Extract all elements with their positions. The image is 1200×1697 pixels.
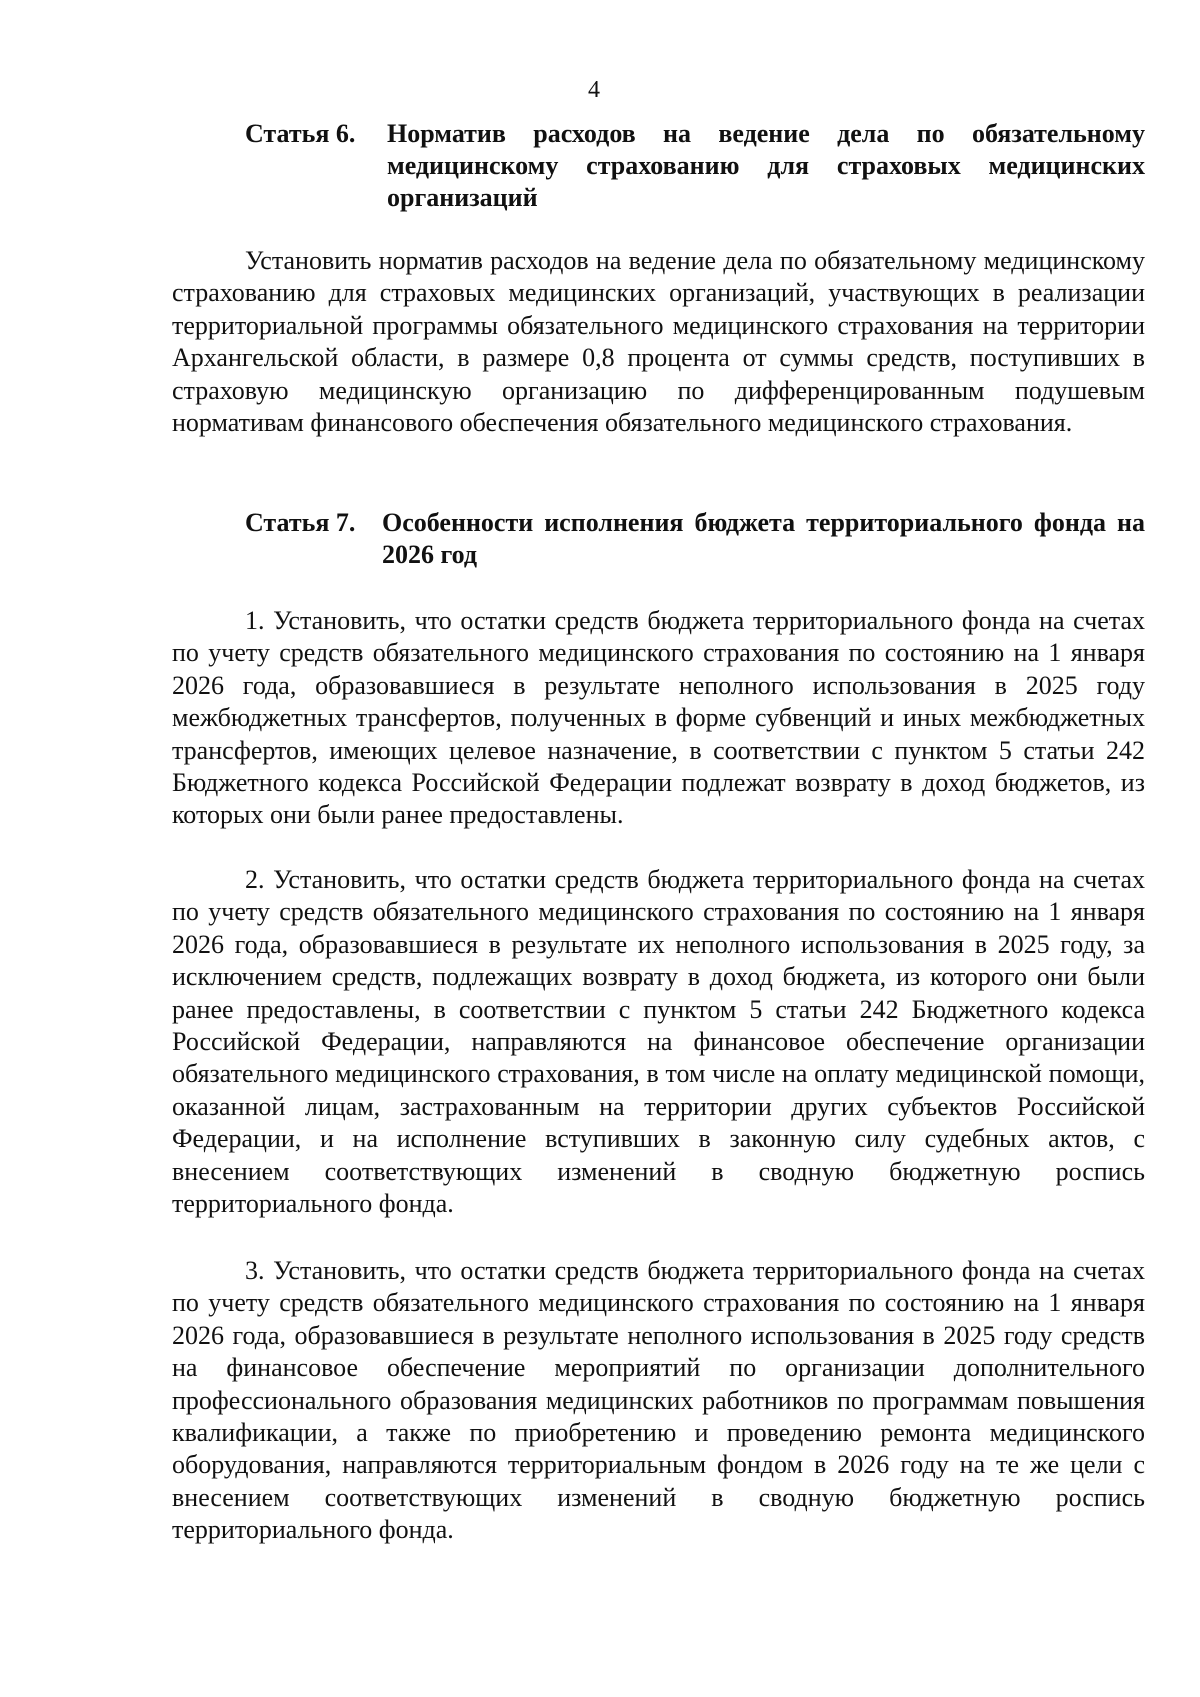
page-number: 4 <box>588 77 600 103</box>
article-7-paragraph-3: 3. Установить, что остатки средств бюджета территориального фонда на счетах по учету средств обязательного медицинского страхования по состоянию на 1 января 2026 года, образовавшиеся в результате неполного использования в 2025 году средств на финансовое обеспечение мероприятий по организации дополнительного профессионального образования медицинских работников по программам повышения квалификации, а также по приобретению и проведению ремонта медицинского оборудования, направляются территориальным фондом в 2026 году на те же цели с внесением соответствующих изменений в сводную бюджетную роспись территориального фонда. <box>172 1256 1145 1545</box>
article-6-title: Норматив расходов на ведение дела по обязательному медицинскому страхованию для страховых медицинских организаций <box>387 119 1145 212</box>
article-6-paragraph: Установить норматив расходов на ведение дела по обязательному медицинскому страхованию для страховых медицинских организаций, участвующих в реализации территориальной программы обязательного медицинского страхования на территории Архангельской области, в размере 0,8 процента от суммы средств, поступивших в страховую медицинскую организацию по дифференцированным подушевым нормативам финансового обеспечения обязательного медицинского страхования. <box>172 246 1145 438</box>
article-6-number: Статья 6. <box>245 119 356 148</box>
article-7-title: Особенности исполнения бюджета территориального фонда на 2026 год <box>382 508 1145 569</box>
article-7-heading <box>245 507 1145 571</box>
article-7-number: Статья 7. <box>245 508 356 537</box>
article-6-heading <box>245 118 1145 214</box>
article-7-paragraph-1: 1. Установить, что остатки средств бюджета территориального фонда на счетах по учету средств обязательного медицинского страхования по состоянию на 1 января 2026 года, образовавшиеся в результате неполного использования в 2025 году межбюджетных трансфертов, полученных в форме субвенций и иных межбюджетных трансфертов, имеющих целевое назначение, в соответствии с пунктом 5 статьи 242 Бюджетного кодекса Российской Федерации подлежат возврату в доход бюджетов, из которых они были ранее предоставлены. <box>172 606 1145 830</box>
article-7-paragraph-2: 2. Установить, что остатки средств бюджета территориального фонда на счетах по учету средств обязательного медицинского страхования по состоянию на 1 января 2026 года, образовавшиеся в результате их неполного использования в 2025 году, за исключением средств, подлежащих возврату в доход бюджета, из которого они были ранее предоставлены, в соответствии с пунктом 5 статьи 242 Бюджетного кодекса Российской Федерации, направляются на финансовое обеспечение организации обязательного медицинского страхования, в том числе на оплату медицинской помощи, оказанной лицам, застрахованным на территории других субъектов Российской Федерации, и на исполнение вступивших в законную силу судебных актов, с внесением соответствующих изменений в сводную бюджетную роспись территориального фонда. <box>172 865 1145 1219</box>
